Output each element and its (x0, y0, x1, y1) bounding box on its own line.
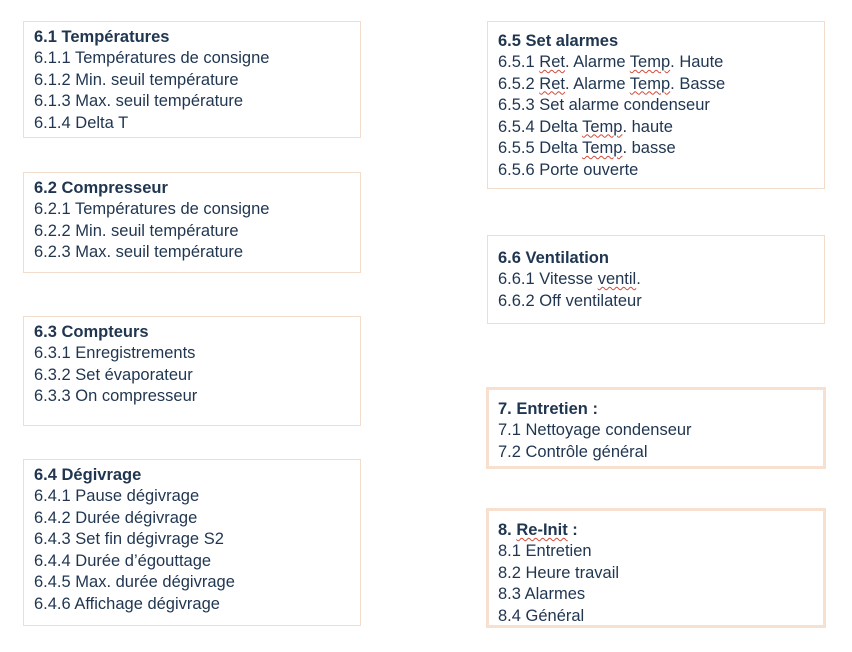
section-title: 6.2 Compresseur (34, 179, 168, 197)
list-item: 6.5.6 Porte ouverte (498, 160, 639, 179)
section-title: 6.5 Set alarmes (498, 32, 619, 50)
list-item: 6.1.1 Températures de consigne (34, 49, 270, 67)
section-title: 6.3 Compteurs (34, 323, 149, 341)
section-compresseur (23, 172, 361, 273)
list-item: 7.2 Contrôle général (498, 442, 648, 461)
list-item: 6.3.3 On compresseur (34, 387, 198, 405)
list-item: 8.3 Alarmes (498, 585, 586, 603)
list-item: 6.4.1 Pause dégivrage (34, 487, 200, 505)
list-item: 6.5.2 Ret. Alarme Temp. Basse (498, 74, 726, 93)
list-item: 6.5.3 Set alarme condenseur (498, 96, 710, 114)
list-item: 6.2.3 Max. seuil température (34, 243, 244, 261)
list-item: 6.1.2 Min. seuil température (34, 70, 239, 89)
list-item: 6.5.1 Ret. Alarme Temp. Haute (498, 53, 724, 71)
section-title: 6.1 Températures (34, 28, 170, 46)
list-item: 6.2.2 Min. seuil température (34, 221, 239, 240)
list-item: 8.1 Entretien (498, 542, 592, 560)
list-item: 6.3.2 Set évaporateur (34, 365, 193, 384)
list-item: 6.6.1 Vitesse ventil. (498, 270, 641, 288)
list-item: 6.1.3 Max. seuil température (34, 92, 244, 110)
section-title: 8. Re-Init : (498, 521, 578, 539)
list-item: 6.6.2 Off ventilateur (498, 291, 642, 310)
list-item: 6.4.2 Durée dégivrage (34, 508, 198, 527)
list-item: 6.2.1 Températures de consigne (34, 200, 270, 218)
section-title: 6.4 Dégivrage (34, 466, 142, 484)
list-item: 6.5.5 Delta Temp. basse (498, 139, 676, 157)
section-re-init (486, 508, 826, 628)
list-item: 6.4.4 Durée d’égouttage (34, 551, 212, 570)
section-entretien (486, 387, 826, 469)
list-item: 8.2 Heure travail (498, 563, 620, 582)
section-temperatures (23, 21, 361, 138)
list-item: 6.4.5 Max. durée dégivrage (34, 573, 235, 591)
list-item: 7.1 Nettoyage condenseur (498, 421, 692, 439)
list-item: 6.1.4 Delta T (34, 113, 129, 132)
section-title: 7. Entretien : (498, 400, 598, 418)
list-item: 6.5.4 Delta Temp. haute (498, 117, 673, 136)
list-item: 8.4 Général (498, 606, 585, 625)
section-title: 6.6 Ventilation (498, 249, 609, 267)
list-item: 6.4.6 Affichage dégivrage (34, 594, 220, 613)
list-item: 6.3.1 Enregistrements (34, 344, 196, 362)
section-ventilation (487, 235, 825, 324)
section-degivrage (23, 459, 361, 626)
list-item: 6.4.3 Set fin dégivrage S2 (34, 530, 224, 548)
section-compteurs (23, 316, 361, 426)
section-set-alarmes (487, 21, 825, 189)
